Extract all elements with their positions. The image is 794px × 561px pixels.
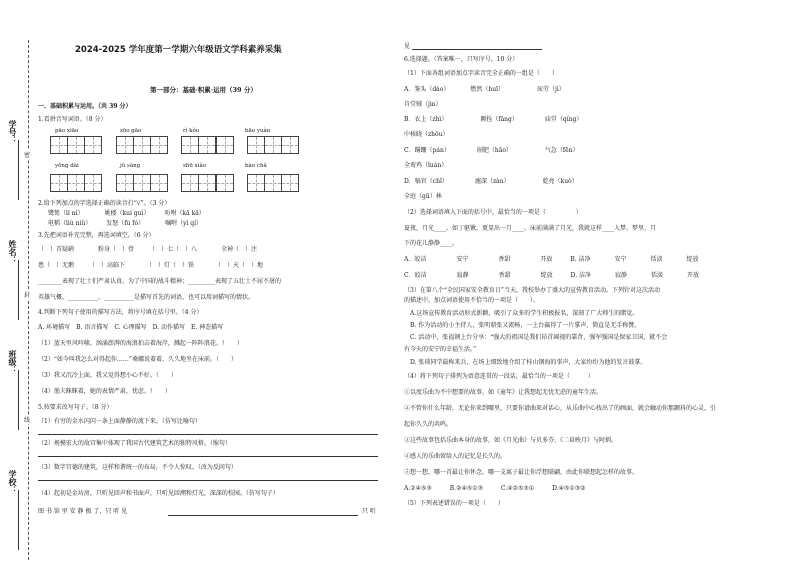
q3-line1: （ ）首疑鹞 粉身（ ）骨 （ ）七（ ）八 全神（ ）注 (38, 246, 258, 253)
q2-prompt: 2.给下列加点的字选择正确的读音打“√”。（3 分） (38, 200, 171, 207)
pinyin-2: zōo gāo (120, 128, 142, 134)
q6-1-option-d[interactable]: D．犒官（chǐ） 瀍深（zàn） 乾亮（kuò） (404, 178, 578, 185)
q6-3-option-c[interactable]: C. 活动中，张福钢上台分享：“强大的祖国是我们昂首阔视的靠背，强军强国是保家卫国，就不会 (410, 334, 668, 341)
q5-answer-line4[interactable] (168, 515, 358, 516)
q1-prompt: 1.看拼音写词语。（8 分） (38, 116, 107, 123)
q5-answer-line1[interactable] (38, 434, 378, 435)
q6-4-sentence2b: 起你久久的共鸣。 (404, 421, 453, 428)
pinyin-6: jū sàng (120, 163, 141, 169)
q4-prompt: 4.判断下列句子使用的描写方法，将序号填在括号里。（4 分） (38, 309, 203, 316)
q6-3-option-a[interactable]: A.这场宣传教育活动形式新颖，吸引了众多的学生积极报名，深刻了广大师生的睹觉。 (410, 310, 639, 317)
q5-answer-line3[interactable] (38, 480, 378, 481)
q4-item3: （3）我又沉冷上面，我又觉得想小心不好。（ ） (38, 372, 177, 379)
student-number-label: 学号： (8, 120, 18, 144)
part-title: 第一部分：基础·积累·运用（39 分） (150, 86, 257, 94)
q4-item4: （4）渔夫眯眯着，她的表情严肃，忧虑。（ ） (38, 388, 171, 395)
q4-options: A. 环境描写 B. 语言描写 C. 心理描写 D. 动作描写 E. 神态描写 (38, 324, 224, 331)
q5-item1: （1）有穷的金水闪闪一条上面静静的流下来。（仿写比喻句） (38, 418, 201, 425)
q6-1-option-b[interactable]: B．衣上（zhì） 颠拴（fāng） 庙堂（qíng） (404, 116, 583, 123)
continued-answer-line[interactable] (412, 49, 542, 50)
q6-2-options-ab[interactable]: A．皎洁 安宁 香甜 开放 B. 洁净 安宁 恬淡 绽放 (404, 256, 699, 263)
exam-title: 2024-2025 学年度第一学期六年级语文学科素养采集 (75, 45, 282, 55)
q6-4-sentence5: ⑤想一想，哪一首最让你怀念，哪一支离子最让你浮想联翩，由此你联想起怎样的故事。 (404, 469, 639, 476)
q5-item6: 只 听 (362, 508, 376, 515)
q5-item3: （3）数字宫德的建筑，这样和谐统一的布局，不令人惊叹。（改为反问句） (38, 464, 237, 471)
q6-2-text2: 下的花儿静静____。 (404, 240, 459, 247)
q6-1-option-b2: 中核晓（zhōu） (404, 131, 449, 138)
answer-grid-row2[interactable] (50, 174, 298, 192)
q6-5-prompt: （5）下列表述错误的一项是（ ） (404, 500, 504, 507)
q3-line3: ________表现了壮士们严肃认真、为了中国的战斗精神；_________表现了五壮士不屈不屠的 (38, 278, 282, 285)
q6-3-prompt2: 的描述中，加点词语使用不恰当的一项是（ ）。 (404, 297, 540, 304)
pinyin-1: pāo xiāo (55, 128, 79, 134)
q3-line4: 英雄气概。__________、__________是描写首先的词语，也可以用词描写的情状。 (38, 294, 255, 301)
q2-line2: 电稻（liù niǔ） 发怒（fù fó） 嘱咐（yì qí） (48, 220, 203, 227)
q5-item5: 图 书 馆 里 安 静 极 了，只 听 见 (38, 508, 128, 515)
q6-1-prompt: （1）下面各组词语加点字读音完全正确的一组是（ ） (404, 70, 558, 77)
q5-prompt: 5.按要求改写句子。（8 分） (38, 404, 113, 411)
q6-3-option-c2: 有今天的安宁的幸福生活。” (404, 346, 477, 353)
class-blank[interactable] (18, 370, 19, 430)
pinyin-8: bào chǎ (245, 163, 267, 169)
q6-2-prompt: （2）选择词语填入下面的括号中，最恰当的一项是（ ） (404, 209, 582, 216)
pinyin-5: yōng dài (55, 163, 79, 169)
q6-1-option-c2: 全鸾鸡（luán） (404, 162, 448, 169)
continued-jian: 见 (404, 43, 411, 50)
q6-3-option-d[interactable]: D. 张琐同学最称来兵，在场上细致地介绍了桂山钢海的事声，大家纷纷为他的发言鼓掌。 (410, 359, 647, 366)
pinyin-7: shū xiǎo (183, 163, 207, 169)
q4-item1: （1）蓝天里风吟啸，汹涌澎湃的海浪拍击着海岸，溅起一阵阵浪花。（ ） (38, 340, 243, 347)
q5-item4: （4）起初是金坊房，只听见回声和书面声，只听见回溯和灯光，深深的校园。（仿写句子） (38, 490, 279, 497)
school-blank[interactable] (18, 490, 19, 550)
q6-1-option-a[interactable]: A．鉴头（dào） 燃然（huī） 尿劳（jì） (404, 86, 565, 93)
class-label: 班级： (8, 350, 18, 374)
q3-prompt: 3.先把词语补充完整，再选词填空。（6 分） (38, 232, 155, 239)
q6-3-prompt: （3）在第八个“全民国家安全教育日”当天，我校举办了盛大的宣传教育活动。下列针对这次活动 (404, 287, 660, 294)
name-blank[interactable] (18, 260, 19, 320)
answer-grid-row1[interactable] (50, 136, 298, 154)
q6-1-option-c[interactable]: C．蹒跚（pán） 剐肥（hāo） 气急（fēn） (404, 147, 579, 154)
q3-line2: 患（ ）无鹅 （ ）高临下 （ ）灯（ ）铁 （ ）天（ ）地 (38, 262, 264, 269)
school-label: 学校： (8, 470, 18, 494)
q6-2-options-cd[interactable]: C．皎洁 寂静 香甜 绽放 D. 洁净 寂静 恬淡 开放 (404, 272, 700, 279)
q6-2-text1: 夏夜，月光____。如丁驱锹，更显出一月____。床前满满了月光，我就这样____入梦。梦里，月 (404, 225, 657, 232)
q6-1-option-a2: 肯堂贼（jìn） (404, 101, 442, 108)
q6-4-sentence4: ④感人的乐曲留给人的记忆是长久的。 (404, 453, 507, 460)
seal-mark-feng: 封 (24, 292, 31, 299)
seal-mark-mi: 密 (24, 152, 31, 159)
q6-4-sentence3: ③这些故事包括乐曲本身的故事，如《月光曲》与贝多芬、《二泉映月》与阿炳。 (404, 437, 618, 444)
section-1-heading: 一、基础积累与运用。（共 39 分） (38, 103, 132, 110)
pinyin-4: bāo yuàn (245, 128, 271, 134)
q2-line1: 鹭鸶（lí ní） 姚楼（kuí guì） 吩咐（kā kǎ） (48, 210, 205, 217)
seal-mark-xian: 线 (24, 417, 31, 424)
q6-4-sentence2: ②不管你什么年龄，无论你来到哪里，只要你谱曲来对话心，从乐曲中心找出了的画面，就会触动你那颤抖的心灵，引 (404, 405, 717, 412)
q6-1-option-d2: 全庭（gū）林 (404, 193, 442, 200)
q5-item2: （2）规模宏大的故宫集中体现了我国古代建筑艺术的独特风格。（缩句） (38, 440, 231, 447)
q5-answer-line2[interactable] (38, 456, 378, 457)
binding-dashed-line (28, 40, 29, 560)
student-number-blank[interactable] (18, 140, 19, 200)
q6-3-option-b[interactable]: B. 作为活动的小主持人，张明鼎张又流畅，一上台赢得了一片掌声，简直是无手称赞。 (410, 322, 641, 329)
q6-4-sentence1: ①以度乐曲为不中想要的故事。如《童年》让我想起无忧无虑的童年生活。 (404, 389, 603, 396)
q6-4-prompt: （4）将下列句子排列为语意连贯的一段话，最恰当的一项是（ ） (404, 373, 594, 380)
pinyin-3: rì kòu (183, 128, 200, 134)
q4-item2: （2）“如今叫我怎么对得起你……”桑娜说着着，久久地坐在床前。（ ） (38, 356, 237, 363)
q6-4-options[interactable]: A.②④⑤③ B.②④⑤①③ C.④②⑤③① D.④⑤①③② (404, 485, 586, 492)
q6-prompt: 6.选择题。（答案唯一，只写序号。10 分） (404, 56, 519, 63)
name-label: 姓名： (8, 240, 18, 264)
